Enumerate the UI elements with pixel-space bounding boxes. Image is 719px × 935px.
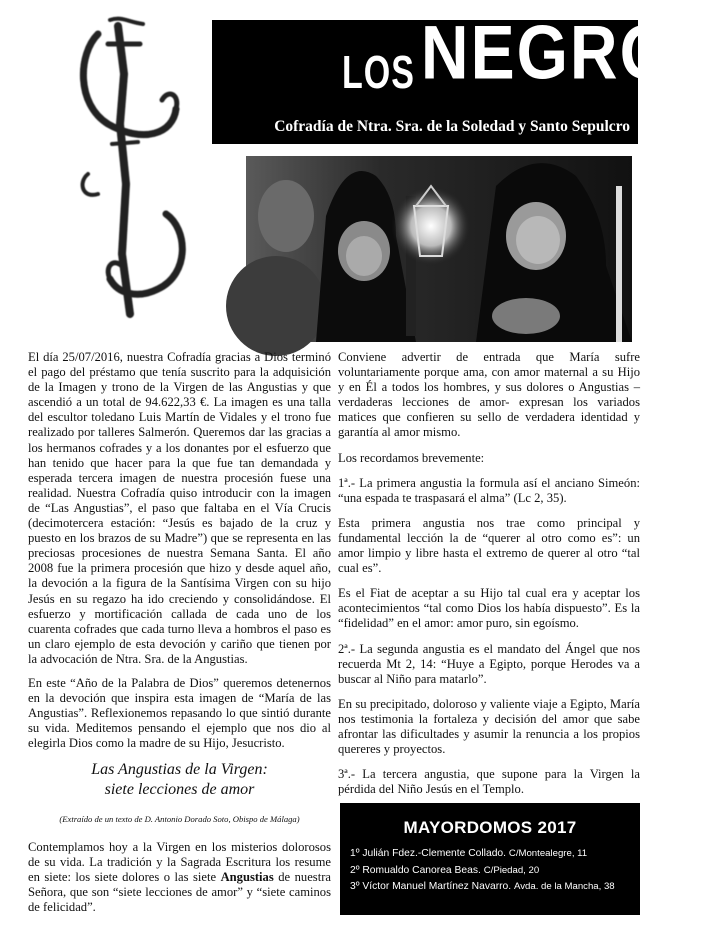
article-paragraph: Es el Fiat de aceptar a su Hijo tal cual era y aceptar los acontecimientos “tal como Dios los había dispuesto”. Es la “fidelidad” en el amor: amor puro, sin egoísmo.: [338, 586, 640, 631]
list-item: [350, 863, 640, 880]
mayordomo-address: C/Piedad, 20: [483, 864, 540, 876]
masthead-title-negros: NEGROS: [420, 9, 719, 95]
article-paragraph: En este “Año de la Palabra de Dios” queremos detenernos en la devoción que inspira esta imagen de “María de las Angustias”. Reflexionemos repasando lo que sintió durante su vida. Meditemos pensando el ejemplo que nos dio al elegirla Dios como la madre de su Hijo, Jesucristo.: [28, 675, 331, 751]
masthead: [212, 9, 719, 144]
closing-text-bold: Angustias: [220, 869, 274, 884]
masthead-title: [342, 9, 719, 99]
mayordomos-list: [350, 846, 640, 896]
masthead-subtitle: Cofradía de Ntra. Sra. de la Soledad y Santo Sepulcro: [274, 118, 630, 135]
mayordomo-name: 3º Víctor Manuel Martínez Navarro.: [350, 881, 512, 893]
source-note: (Extraído de un texto de D. Antonio Dorado Soto, Obispo de Málaga): [59, 814, 300, 825]
article-paragraph: En su precipitado, doloroso y valiente viaje a Egipto, María nos testimonia la fortaleza y decisión del amor que sabe afrontar las dificultades y asumir la renuncia a los propios quereres y proyectos.: [338, 696, 640, 757]
right-column: [338, 350, 640, 807]
list-item: [350, 879, 640, 896]
closing-text-before: Contemplamos hoy a la Virgen en los misterios dolorosos de su vida. La tradición y la Sagrada Escritura los resume en siete: los siete dolores o las siete: [28, 839, 331, 884]
article-paragraph: Esta primera angustia nos trae como principal y fundamental lección la de “querer al otro como es”: un amor limpio y libre hasta el extremo de querer al otro “tal cual es”.: [338, 515, 640, 576]
mayordomos-title: MAYORDOMOS 2017: [403, 818, 577, 837]
article-paragraph: Los recordamos brevemente:: [338, 450, 485, 465]
article-paragraph: 3ª.- La tercera angustia, que supone para la Virgen la pérdida del Niño Jesús en el Templo.: [338, 767, 640, 797]
list-item: [350, 846, 640, 863]
article-paragraph: 2ª.- La segunda angustia es el mandato del Ángel que nos recuerda Mt 2, 14: “Huye a Egipto, porque Herodes va a buscar al Niño para matarlo”.: [338, 641, 640, 686]
article-paragraph: Conviene advertir de entrada que María sufre voluntariamente porque ama, con amor maternal a su Hijo y en Él a todos los hombres, y sus dolores o Angustias –verdaderas lecciones de amor- expresan los variados matices que confieren su sello de verdadera identidad y garantía al amor mismo.: [338, 350, 640, 440]
article-paragraph: 1ª.- La primera angustia la formula así el anciano Simeón: “una espada te traspasará el alma” (Lc 2, 35).: [338, 475, 640, 505]
mayordomo-address: C/Montealegre, 11: [508, 848, 588, 859]
section-title-line2: siete lecciones de amor: [104, 781, 255, 799]
left-column: [28, 350, 331, 924]
procession-photo: [246, 156, 632, 342]
masthead-title-los: LOS: [342, 47, 415, 99]
mayordomo-name: 2º Romualdo Canorea Beas.: [350, 864, 481, 876]
closing-text-after: de nuestra Señora, que son “siete lecciones de amor” y “siete caminos de felicidad”.: [28, 869, 331, 914]
article-paragraph: El día 25/07/2016, nuestra Cofradía gracias a Dios terminó el pago del préstamo que tenía suscrito para la adquisición de la Imagen y trono de la Virgen de las Angustias y que ascendió a un total de 94.622,33 €. La imagen es una talla del escultor toledano Luis Martín de Vidales y el trono fue realizado por talleres Salmerón. Queremos dar las gracias a los hermanos cofrades y a los donantes por el esfuerzo que han tenido que hacer para la que fue tan demandada y esperada tercera imagen de nuestra procesión fuese una realidad. Nuestra Cofradía quiso introducir con la imagen de “Las Angustias”, el paso que faltaba en el Vía Crucis (decimotercera estación: “Jesús es bajado de la cruz y puesto en los brazos de su Madre”) que se representa en las preciosas procesiones de nuestra Semana Santa. El año 2008 fue la primera procesión que hizo y desde aquel año, la devoción a la figura de la Santísima Virgen con su hijo Jesús en su regazo ha ido creciendo y consolidándose. El esfuerzo y mortificación callada de cada uno de los cuarenta cofrades que cada turno lleva a hombros el paso es un claro ejemplo de esta devoción y cariño que tienen por la advocación de Ntra. Sra. de la Angustias.: [28, 350, 331, 666]
section-title-line1: Las Angustias de la Virgen:: [91, 761, 268, 779]
dagger-cross-logo-icon: [48, 14, 218, 324]
section-title: [28, 760, 331, 800]
mayordomos-box: [340, 803, 640, 915]
article-paragraph: [28, 840, 331, 915]
mayordomo-address: Avda. de la Mancha, 38: [514, 881, 615, 893]
mayordomo-name: 1º Julián Fdez.-Clemente Collado.: [350, 848, 507, 859]
